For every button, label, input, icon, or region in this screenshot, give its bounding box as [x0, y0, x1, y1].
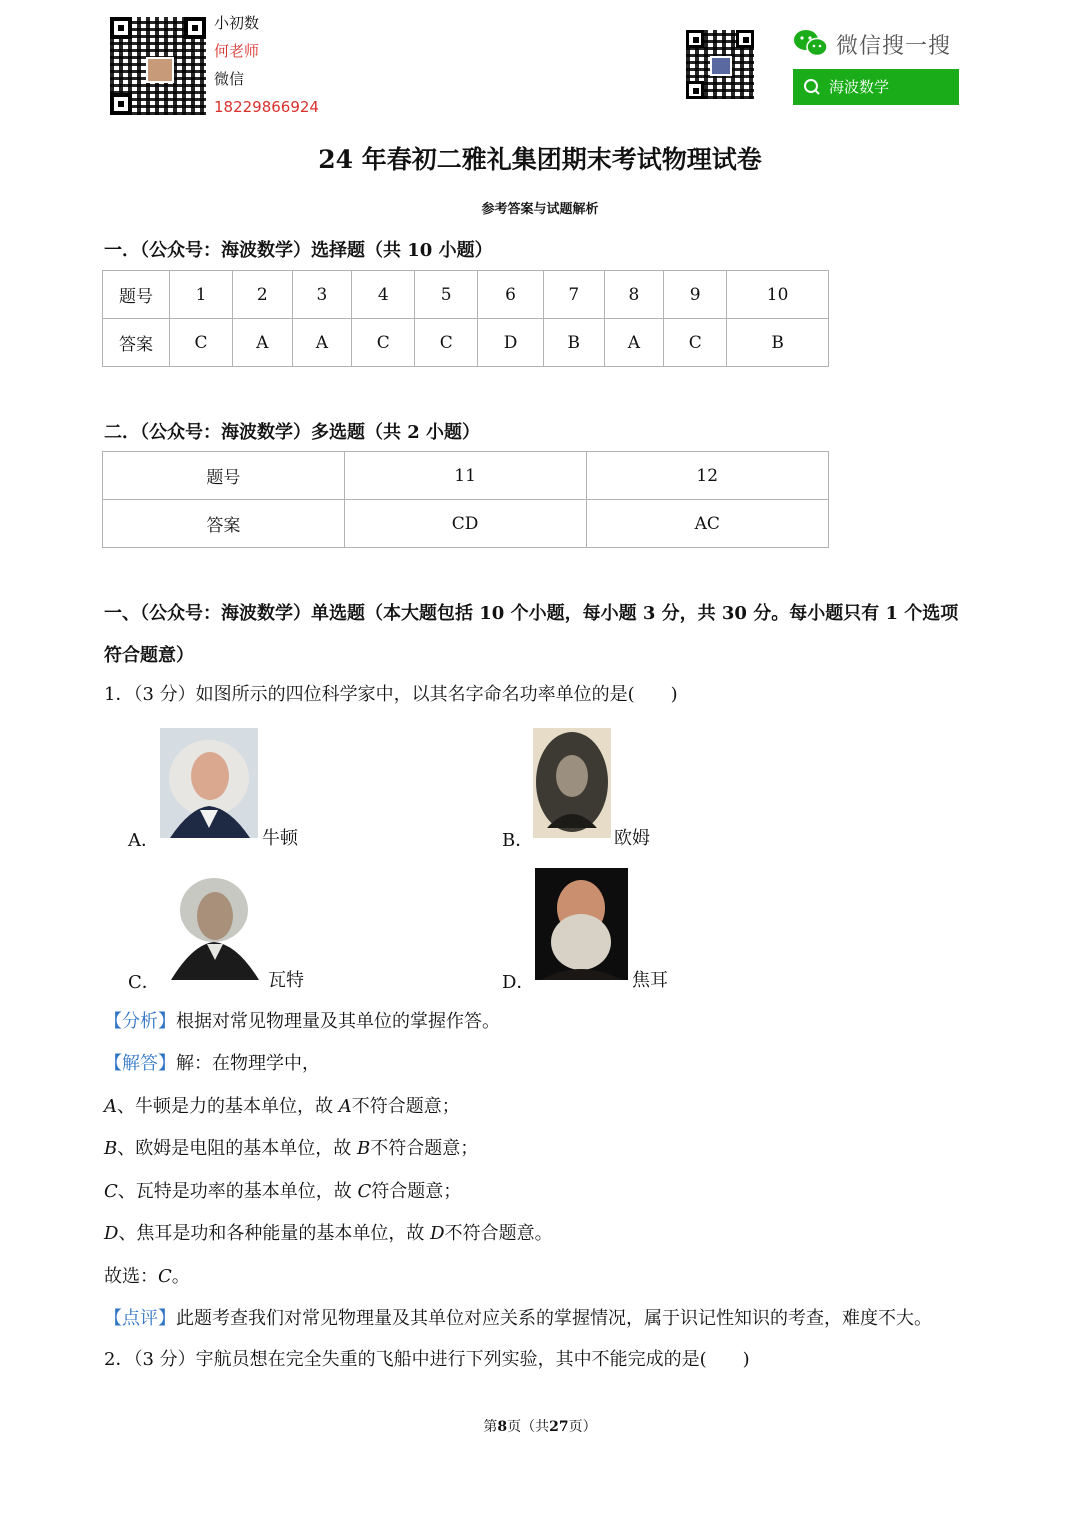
contact-note	[214, 9, 319, 121]
row-label: 答案	[103, 500, 345, 548]
solution-line-c	[104, 1180, 461, 1204]
var-d: D	[430, 1223, 445, 1244]
comment-tag: 【点评】	[104, 1308, 176, 1329]
page-footer	[0, 1416, 1080, 1436]
table-row	[103, 500, 829, 548]
search-button-text: 海波数学	[829, 78, 890, 96]
table-cell: A	[232, 319, 292, 367]
final-choice-end: 。	[171, 1266, 190, 1287]
table-cell: D	[478, 319, 544, 367]
solution-intro-text: 解：在物理学中，	[176, 1053, 320, 1074]
table-cell: A	[604, 319, 664, 367]
table-cell: 7	[543, 271, 604, 319]
portrait-newton	[160, 728, 258, 838]
table-row	[103, 319, 829, 367]
solution-text: 不符合题意；	[351, 1096, 460, 1117]
row-label: 题号	[103, 452, 345, 500]
option-b-letter: B．	[502, 830, 534, 851]
table-row	[103, 452, 829, 500]
section-2-heading: 二．（公众号：海波数学）多选题（共 2 小题）	[104, 422, 481, 443]
option-c-name: 瓦特	[268, 970, 304, 991]
solution-intro	[104, 1052, 320, 1076]
table-cell: B	[727, 319, 829, 367]
page-title: 24 年春初二雅礼集团期末考试物理试卷	[318, 145, 762, 174]
table-cell: C	[352, 319, 415, 367]
solution-text: 符合题意；	[371, 1181, 462, 1202]
question-1-stem: 1．（3 分）如图所示的四位科学家中，以其名字命名功率单位的是( )	[104, 684, 678, 705]
search-icon	[803, 69, 821, 118]
solution-text: 不符合题意；	[370, 1138, 479, 1159]
comment-text: 此题考查我们对常见物理量及其单位对应关系的掌握情况，属于识记性知识的考查，难度不大。	[176, 1308, 932, 1329]
table-cell: AC	[586, 500, 829, 548]
table-cell: 5	[415, 271, 478, 319]
table-cell: 3	[292, 271, 352, 319]
table-cell: 6	[478, 271, 544, 319]
contact-line-1: 小初数	[214, 14, 260, 32]
comment	[104, 1307, 932, 1331]
table-cell: 9	[664, 271, 727, 319]
section-1-heading: 一．（公众号：海波数学）选择题（共 10 小题）	[104, 240, 493, 261]
var-b: B	[104, 1138, 118, 1159]
var-b: B	[356, 1138, 371, 1159]
table-cell: C	[170, 319, 233, 367]
final-choice-label: 故选：	[104, 1266, 158, 1287]
table-cell: 12	[586, 452, 829, 500]
question-2-stem: 2．（3 分）宇航员想在完全失重的飞船中进行下列实验，其中不能完成的是( )	[104, 1349, 750, 1370]
page-subtitle: 参考答案与试题解析	[481, 202, 599, 217]
solution-text: 、焦耳是功和各种能量的基本单位，故	[118, 1223, 431, 1244]
solution-line-a	[104, 1095, 460, 1119]
option-d-name: 焦耳	[632, 970, 668, 991]
solution-line-d	[104, 1222, 553, 1246]
solution-text: 、牛顿是力的基本单位，故	[117, 1096, 339, 1117]
solution-line-b	[104, 1137, 478, 1161]
var-c: C	[104, 1181, 118, 1202]
wechat-qr-code	[686, 30, 754, 99]
var-a: A	[338, 1096, 352, 1117]
solution-text: 不符合题意。	[444, 1223, 553, 1244]
section-3-heading-line-2: 符合题意）	[104, 645, 194, 666]
solution-text: 、瓦特是功率的基本单位，故	[117, 1181, 358, 1202]
table-cell: CD	[344, 500, 586, 548]
wechat-search-button[interactable]	[793, 69, 959, 105]
footer-prefix: 第	[483, 1419, 498, 1435]
table-cell: 2	[232, 271, 292, 319]
portrait-ohm	[533, 728, 611, 838]
footer-suffix: 页）	[568, 1419, 597, 1435]
table-cell: C	[415, 319, 478, 367]
final-choice-value: C	[158, 1266, 172, 1287]
option-c-letter: C．	[128, 972, 160, 993]
table-cell: C	[664, 319, 727, 367]
footer-mid: 页（共	[507, 1419, 550, 1435]
row-label: 题号	[103, 271, 170, 319]
table-cell: A	[292, 319, 352, 367]
current-page-number: 8	[497, 1419, 508, 1435]
wechat-icon	[793, 29, 829, 57]
final-choice	[104, 1265, 190, 1289]
solution-text: 、欧姆是电阻的基本单位，故	[117, 1138, 357, 1159]
wechat-search-label: 微信搜一搜	[836, 34, 952, 59]
table-cell: 10	[727, 271, 829, 319]
section-2-answer-table	[102, 451, 829, 548]
var-c: C	[357, 1181, 372, 1202]
table-cell: 8	[604, 271, 664, 319]
analysis-tag: 【分析】	[104, 1011, 176, 1032]
table-cell: 4	[352, 271, 415, 319]
row-label: 答案	[103, 319, 170, 367]
contact-phone: 18229866924	[214, 98, 319, 116]
option-d-letter: D．	[502, 972, 535, 993]
portrait-watt	[165, 868, 263, 980]
analysis	[104, 1010, 500, 1034]
analysis-text: 根据对常见物理量及其单位的掌握作答。	[176, 1011, 500, 1032]
portrait-joule	[535, 868, 628, 980]
table-row	[103, 271, 829, 319]
total-pages: 27	[549, 1419, 569, 1435]
var-d: D	[104, 1223, 119, 1244]
option-b-name: 欧姆	[614, 828, 650, 849]
table-cell: 1	[170, 271, 233, 319]
option-a-name: 牛顿	[262, 828, 298, 849]
solution-tag: 【解答】	[104, 1053, 176, 1074]
option-a-letter: A．	[128, 830, 159, 851]
contact-line-2: 何老师	[214, 42, 260, 60]
table-cell: B	[543, 319, 604, 367]
table-cell: 11	[344, 452, 586, 500]
section-3-heading-line-1: 一、（公众号：海波数学）单选题（本大题包括 10 个小题，每小题 3 分，共 30 分。每小题只有 1 个选项	[104, 603, 959, 624]
var-a: A	[104, 1096, 117, 1117]
contact-qr-code	[110, 17, 206, 115]
section-1-answer-table	[102, 270, 829, 367]
contact-line-3: 微信	[214, 70, 245, 88]
